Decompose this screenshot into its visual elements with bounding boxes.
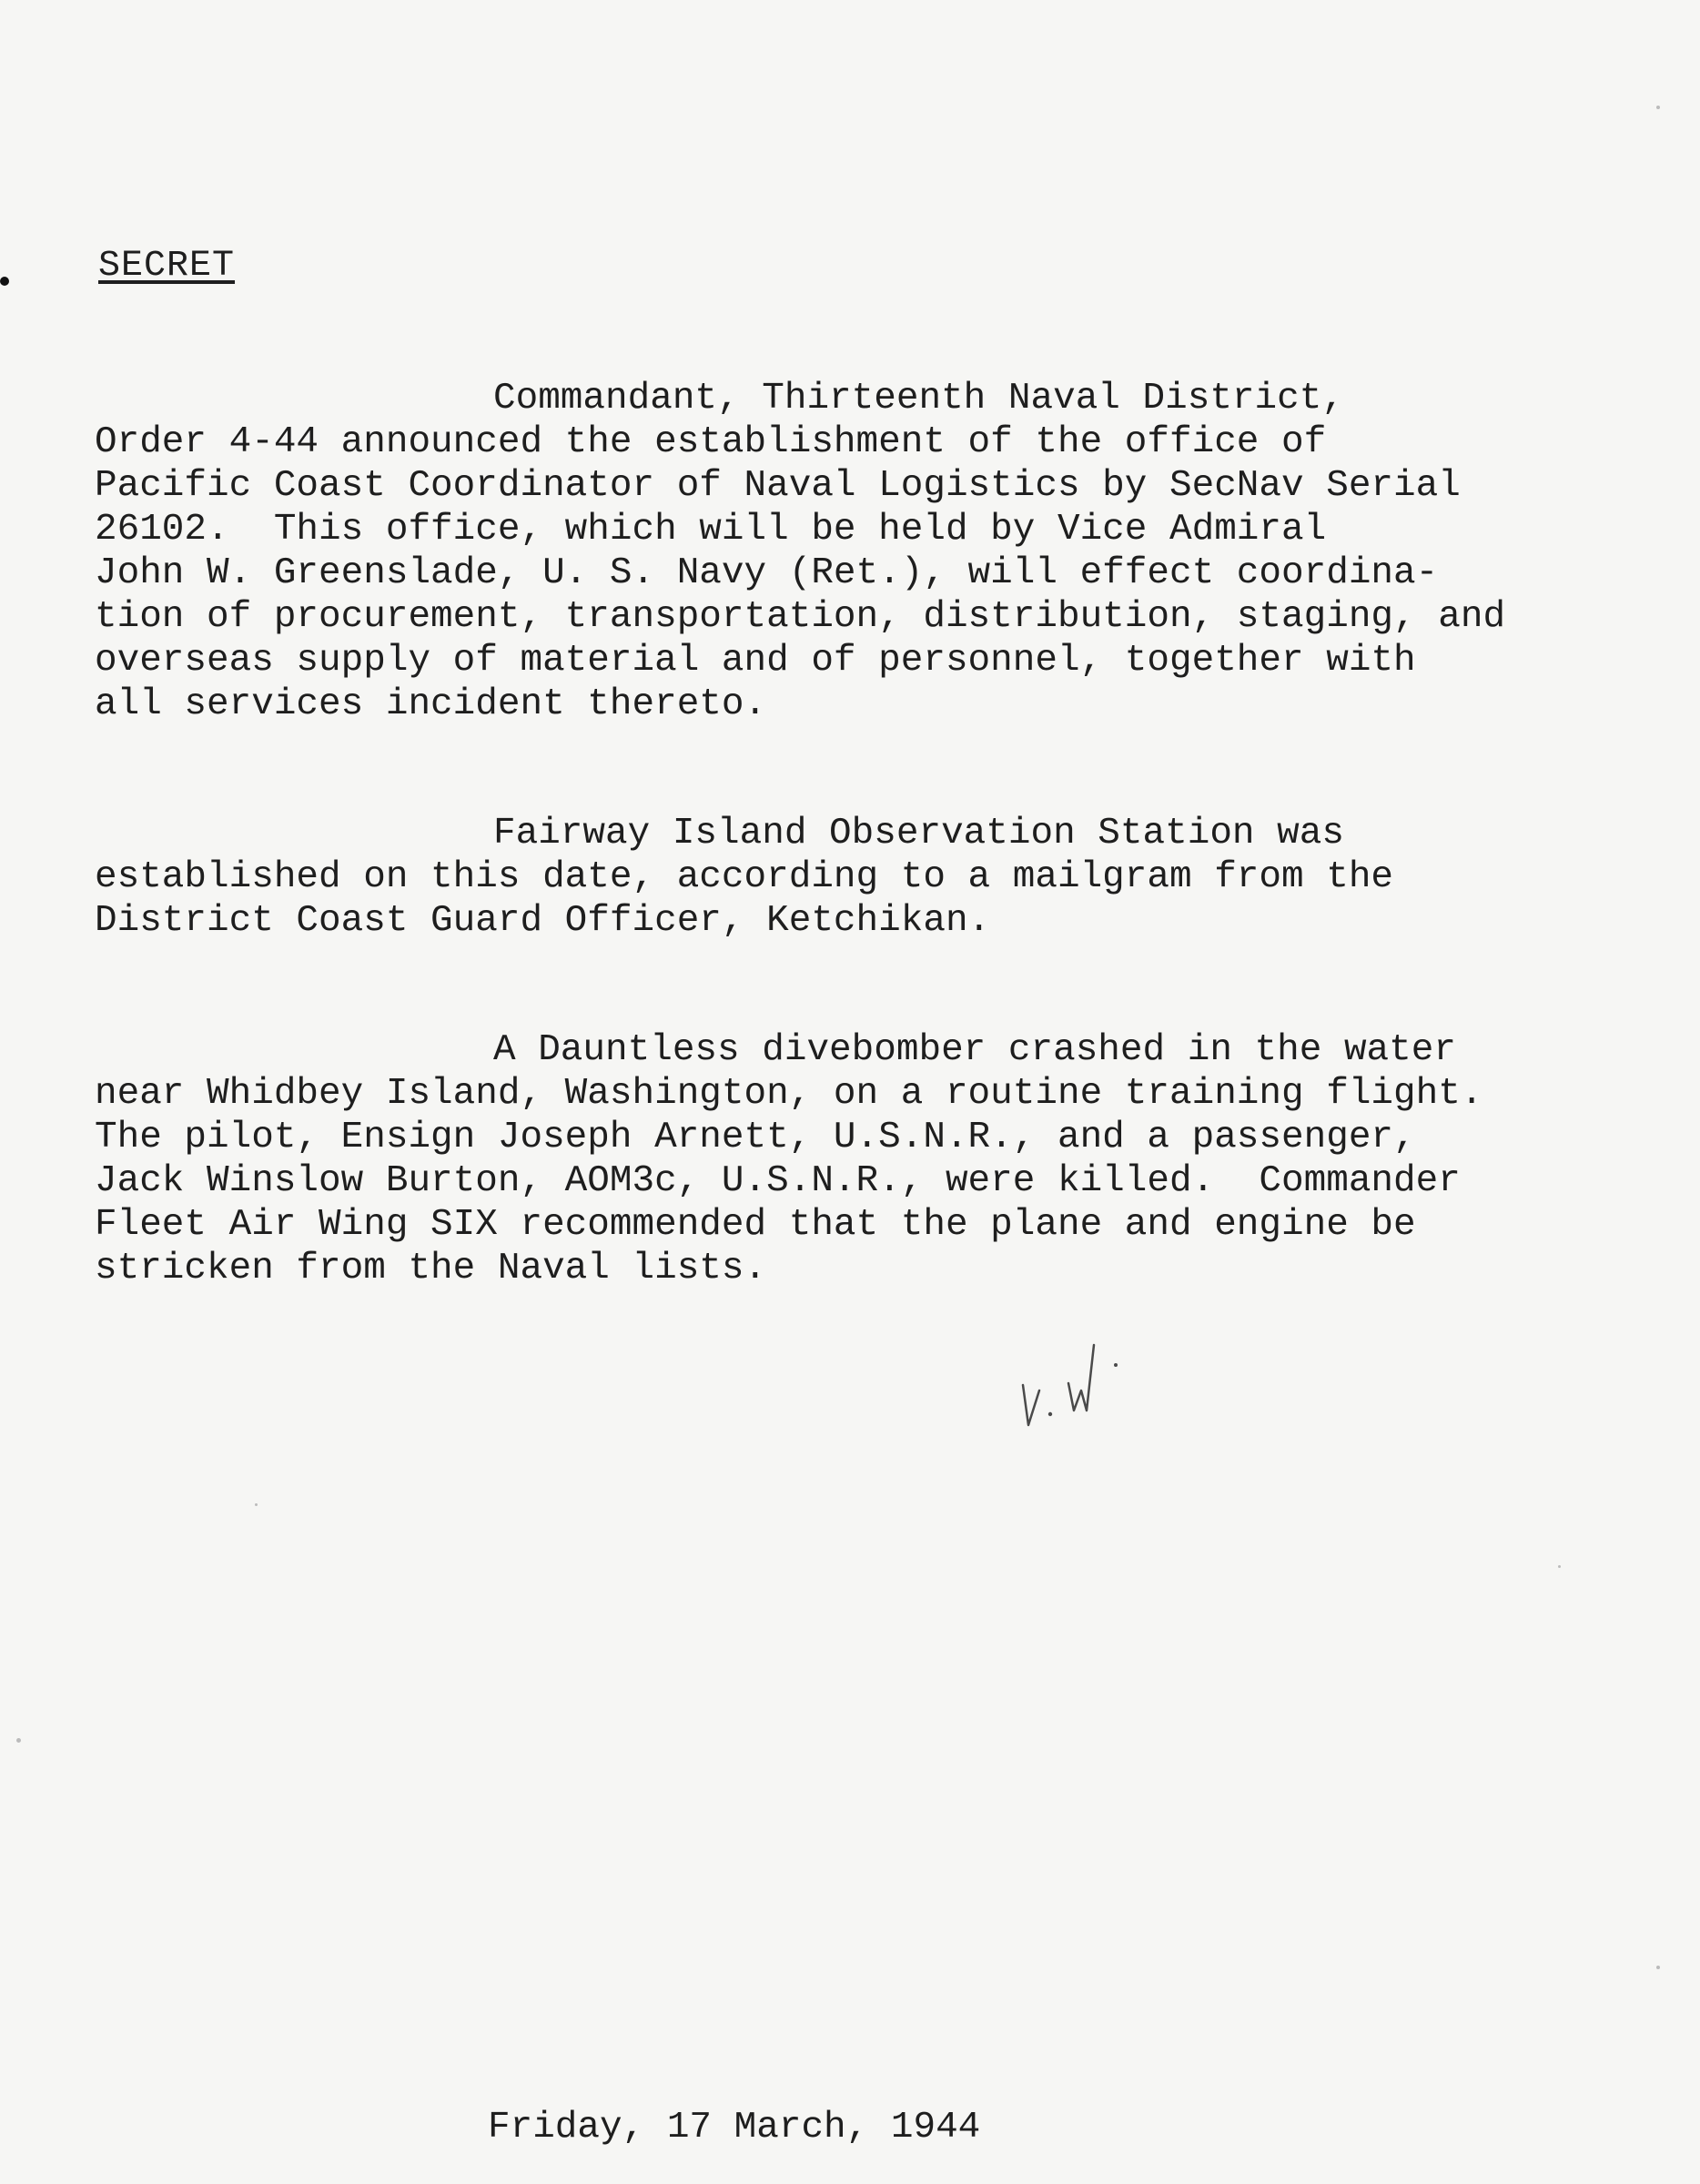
paragraph-line: Order 4-44 announced the establishment of the office of xyxy=(95,421,1327,463)
paragraph-line: near Whidbey Island, Washington, on a routine training flight. xyxy=(95,1073,1483,1115)
paper-speck xyxy=(1656,1966,1660,1969)
paragraph-line: tion of procurement, transportation, distribution, staging, and xyxy=(95,596,1506,638)
paragraph-line: Commandant, Thirteenth Naval District, xyxy=(493,378,1344,420)
margin-dot xyxy=(0,277,9,286)
paper-speck xyxy=(16,1738,21,1743)
paragraph-line: A Dauntless divebomber crashed in the water xyxy=(493,1029,1456,1071)
paragraph-line: John W. Greenslade, U. S. Navy (Ret.), will effect coordina- xyxy=(95,552,1439,594)
paragraph-line: overseas supply of material and of personnel, together with xyxy=(95,640,1416,682)
paragraph-line: Jack Winslow Burton, AOM3c, U.S.N.R., were killed. Commander xyxy=(95,1160,1461,1202)
entry-date: Friday, 17 March, 1944 xyxy=(488,2107,981,2149)
paragraph-line: 26102. This office, which will be held by Vice Admiral xyxy=(95,509,1327,551)
paper-speck xyxy=(1558,1565,1561,1568)
paragraph-fairway-island xyxy=(95,812,1393,943)
paragraph-coordinator-logistics xyxy=(95,377,1505,726)
paragraph-line: District Coast Guard Officer, Ketchikan. xyxy=(95,900,991,942)
paragraph-line: The pilot, Ensign Joseph Arnett, U.S.N.R., and a passenger, xyxy=(95,1117,1416,1158)
handwritten-initials xyxy=(1016,1338,1152,1456)
paragraph-line: Fairway Island Observation Station was xyxy=(493,813,1344,854)
paragraph-divebomber-crash xyxy=(95,1028,1482,1290)
paragraph-line: Fleet Air Wing SIX recommended that the plane and engine be xyxy=(95,1204,1416,1246)
paragraph-line: Pacific Coast Coordinator of Naval Logistics by SecNav Serial xyxy=(95,465,1461,507)
classification-heading: SECRET xyxy=(98,246,236,287)
paper-speck xyxy=(255,1503,258,1506)
paragraph-line: established on this date, according to a mailgram from the xyxy=(95,856,1394,898)
paragraph-line: all services incident thereto. xyxy=(95,683,767,725)
paper-speck xyxy=(1656,106,1660,109)
paragraph-line: stricken from the Naval lists. xyxy=(95,1248,767,1289)
